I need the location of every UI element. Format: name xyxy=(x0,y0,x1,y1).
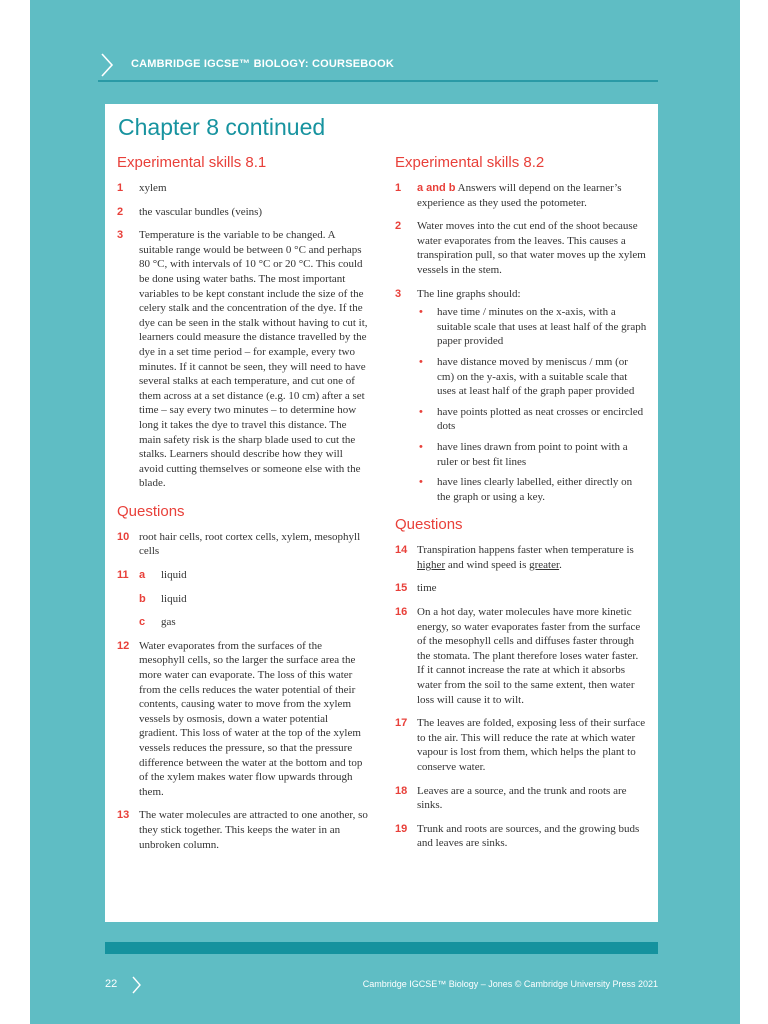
question-16 xyxy=(395,605,647,707)
answer-item xyxy=(395,219,647,277)
question-10 xyxy=(117,530,369,559)
answer-item xyxy=(117,181,369,196)
item-number: 12 xyxy=(117,639,130,652)
sub-answer xyxy=(139,615,369,630)
sub-text: liquid xyxy=(161,569,187,582)
bullet-list xyxy=(417,305,647,504)
item-text: Trunk and roots are sources, and the growing buds and leaves are sinks. xyxy=(417,822,640,850)
item-number: 11 xyxy=(117,569,129,582)
question-15 xyxy=(395,581,647,596)
chevron-right-icon xyxy=(98,52,116,78)
item-number: 19 xyxy=(395,822,408,835)
chevron-right-icon xyxy=(130,975,142,995)
item-text: Answers will depend on the learner’s experience as they used the potometer. xyxy=(417,182,622,209)
list-item: • have distance moved by meniscus / mm (or cm) on the y-axis, with a suitable scale that uses at least half of the graph paper provided xyxy=(419,355,635,398)
question-17 xyxy=(395,716,647,774)
list-item: • have points plotted as neat crosses or encircled dots xyxy=(419,405,644,433)
question-18 xyxy=(395,784,647,813)
item-text: Water moves into the cut end of the shoot because water evaporates from the leaves. This causes a transpiration pull, so that water moves up the xylem vessels in the stem. xyxy=(417,220,646,276)
item-number: 16 xyxy=(395,606,408,619)
item-number: 13 xyxy=(117,809,130,822)
bullet-icon: • xyxy=(419,405,423,418)
underlined-word: greater xyxy=(529,558,560,571)
answer-item xyxy=(117,228,369,491)
item-number: 17 xyxy=(395,717,408,730)
sub-text: gas xyxy=(161,616,176,629)
list-item: • have time / minutes on the x-axis, with a suitable scale that uses at least half of the graph paper provided xyxy=(419,306,647,348)
list-item: • have lines drawn from point to point with a ruler or best fit lines xyxy=(419,440,628,468)
underlined-word: higher xyxy=(417,558,446,571)
item-number: 2 xyxy=(117,205,124,218)
item-text: Water evaporates from the surfaces of the mesophyll cells, so the larger the surface area the more water can evaporate. The loss of this water from the cells reduces the water potential of their contents, causing water to move from the xylem vessels by osmosis, down a water potential gradient. This loss of water at the top of the xylem vessels reduces the pressure, so that the pressure difference between the water at the bottom and top of the xylem makes water flow upwards through them. xyxy=(139,639,363,798)
sub-text: liquid xyxy=(161,592,187,605)
bullet-icon: • xyxy=(419,476,423,489)
item-text: Leaves are a source, and the trunk and roots are sinks. xyxy=(417,784,627,812)
question-19 xyxy=(395,822,647,851)
item-text: xylem xyxy=(139,182,167,194)
copyright-credit: Cambridge IGCSE™ Biology – Jones © Cambridge University Press 2021 xyxy=(362,979,658,989)
sub-label: a xyxy=(139,569,146,582)
item-number: 14 xyxy=(395,544,408,557)
question-11 xyxy=(117,568,369,630)
item-number: 18 xyxy=(395,784,408,797)
right-column xyxy=(395,154,647,860)
sub-answer xyxy=(139,568,369,583)
sub-label: c xyxy=(139,616,146,629)
footer-bar xyxy=(105,942,658,954)
bullet-icon: • xyxy=(419,355,423,368)
item-text: The leaves are folded, exposing less of their surface to the air. This will reduce the rate at which water vapour is lost from them, which helps the plant to conserve water. xyxy=(417,717,646,773)
content-card xyxy=(105,104,658,922)
item-text: the vascular bundles (veins) xyxy=(139,205,263,218)
section-title-8-1: Experimental skills 8.1 xyxy=(117,154,267,171)
bullet-icon: • xyxy=(419,306,423,319)
book-title: CAMBRIDGE IGCSE™ BIOLOGY: COURSEBOOK xyxy=(131,58,395,70)
sub-label: a and b xyxy=(417,182,456,194)
answer-item xyxy=(395,287,647,505)
item-number: 1 xyxy=(117,182,124,194)
sub-label: b xyxy=(139,592,146,605)
answer-item xyxy=(117,205,369,220)
question-14: 14 Transpiration happens faster when temperature is higher and wind speed is greater. xyxy=(395,544,634,571)
item-text: Temperature is the variable to be changed. A suitable range would be between 0 °C and perhaps 80 °C, with intervals of 10 °C or 20 °C. This could be done using water baths. The most important variables to be kept constant include the size of the celery stalk and the concentration of the dye. If the dye can be seen in the stalk without having to cut it, learners could measure the distance travelled by the dye in a set time period – for example, every two minutes. If it cannot be seen, they will need to have several stalks at each temperature, and cut one of them across at a set distance (e.g. 10 cm) after a set time – say every two minutes – to determine how long it takes the dye to travel this distance. The main safety risk is the sharp blade used to cut the stalks. Learners should describe how they will avoid cutting themselves or someone else with the blade. xyxy=(139,229,368,490)
section-title-8-2: Experimental skills 8.2 xyxy=(395,154,545,171)
question-13 xyxy=(117,808,369,852)
questions-title-right: Questions xyxy=(395,516,463,534)
item-text: On a hot day, water molecules have more kinetic energy, so water evaporates faster from the surface of the mesophyll cells and diffuses faster through the stomata. The plant therefore loses water faster. If it cannot increase the rate at which it absorbs water from the soil to the same extent, then water loss will cause it to wilt. xyxy=(417,606,641,706)
answer-item xyxy=(395,181,647,210)
bullet-icon: • xyxy=(419,440,423,453)
item-number: 3 xyxy=(395,287,402,300)
item-text: The line graphs should: xyxy=(417,287,521,300)
item-number: 10 xyxy=(117,530,130,543)
questions-title-left: Questions xyxy=(117,502,185,520)
item-text: root hair cells, root cortex cells, xylem, mesophyll cells xyxy=(139,530,361,558)
question-12 xyxy=(117,639,369,800)
sub-answer xyxy=(139,592,369,607)
item-number: 2 xyxy=(395,220,402,233)
page-footer xyxy=(105,975,658,995)
page-number: 22 xyxy=(105,978,118,990)
left-column xyxy=(117,154,369,861)
running-header xyxy=(98,52,658,80)
item-number: 1 xyxy=(395,182,402,194)
item-text: The water molecules are attracted to one another, so they stick together. This keeps the water in an unbroken column. xyxy=(139,809,368,851)
item-number: 15 xyxy=(395,582,408,595)
header-rule xyxy=(98,80,658,82)
list-item: • have lines clearly labelled, either directly on the graph or using a key. xyxy=(419,476,633,503)
item-text: time xyxy=(417,582,437,595)
item-number: 3 xyxy=(117,229,124,242)
chapter-title: Chapter 8 continued xyxy=(118,114,326,140)
